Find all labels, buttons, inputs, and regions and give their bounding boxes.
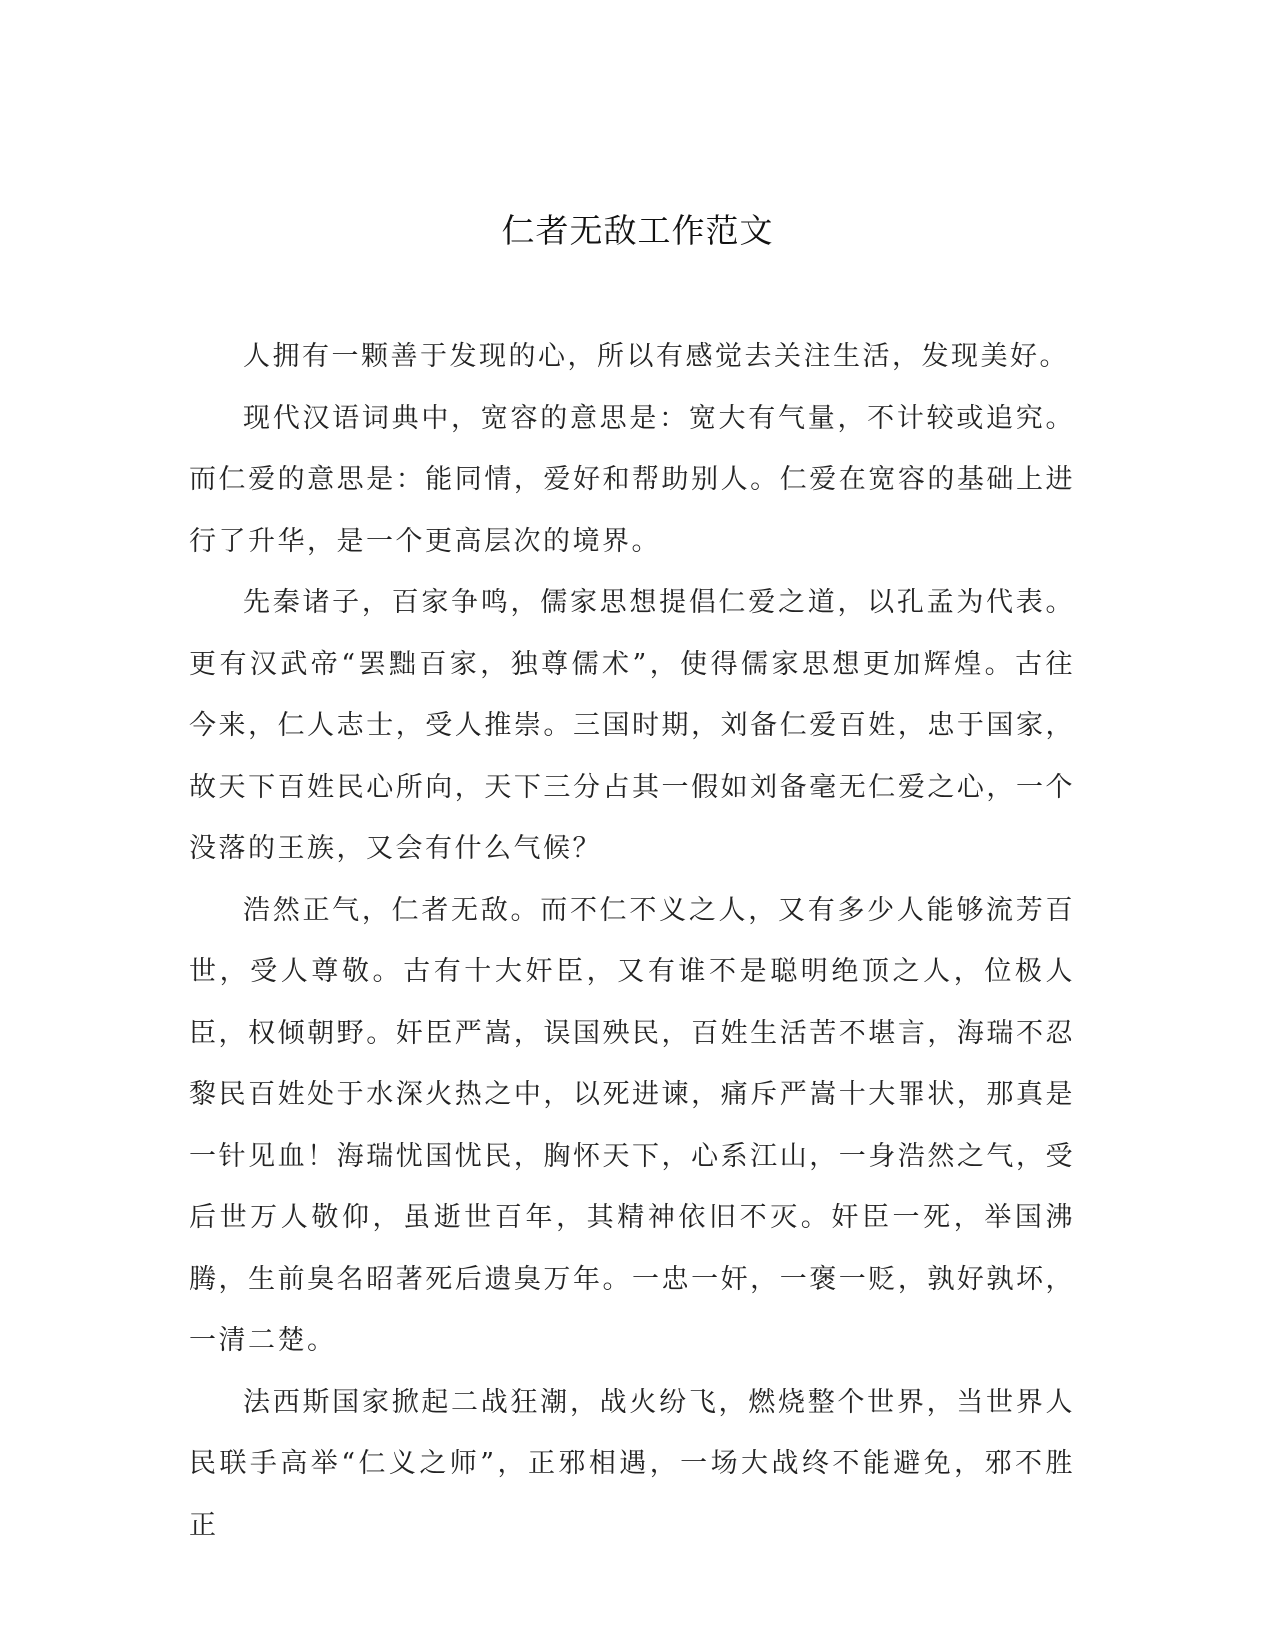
paragraph-3: 先秦诸子，百家争鸣，儒家思想提倡仁爱之道，以孔孟为代表。更有汉武帝“罢黜百家，独尊儒术”，使得儒家思想更加辉煌。古往今来，仁人志士，受人推崇。三国时期，刘备仁爱百姓，忠于国家，故天下百姓民心所向，天下三分占其一假如刘备毫无仁爱之心，一个没落的王族，又会有什么气候？	[189, 587, 1075, 864]
document-title: 仁者无敌工作范文	[501, 211, 774, 250]
paragraph-1: 人拥有一颗善于发现的心，所以有感觉去关注生活，发现美好。	[243, 341, 1069, 372]
paragraph-2: 现代汉语词典中，宽容的意思是：宽大有气量，不计较或追究。而仁爱的意思是：能同情，爱好和帮助别人。仁爱在宽容的基础上进行了升华，是一个更高层次的境界。	[189, 402, 1075, 557]
paragraph-4: 浩然正气，仁者无敌。而不仁不义之人，又有多少人能够流芳百世，受人尊敬。古有十大奸臣，又有谁不是聪明绝顶之人，位极人臣，权倾朝野。奸臣严嵩，误国殃民，百姓生活苦不堪言，海瑞不忍黎民百姓处于水深火热之中，以死进谏，痛斥严嵩十大罪状，那真是一针见血！海瑞忧国忧民，胸怀天下，心系江山，一身浩然之气，受后世万人敬仰，虽逝世百年，其精神依旧不灭。奸臣一死，举国沸腾，生前臭名昭著死后遗臭万年。一忠一奸，一褒一贬，孰好孰坏，一清二楚。	[189, 894, 1075, 1356]
paragraph-5: 法西斯国家掀起二战狂潮，战火纷飞，燃烧整个世界，当世界人民联手高举“仁义之师”，正邪相遇，一场大战终不能避免，邪不胜正	[189, 1386, 1075, 1541]
document-body	[189, 326, 1075, 1556]
